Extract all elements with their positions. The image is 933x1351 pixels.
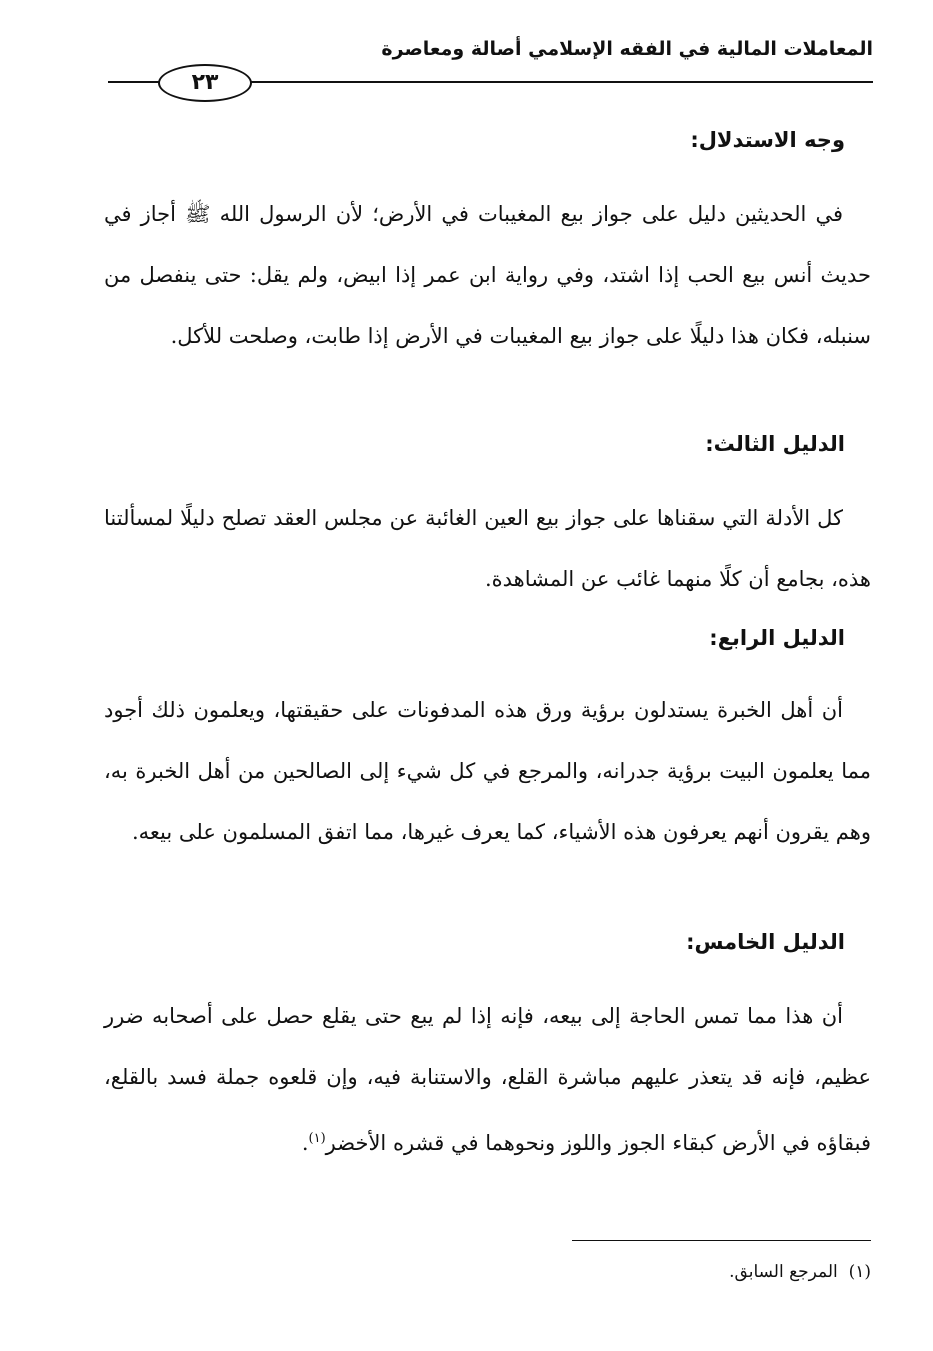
section-paragraph: كل الأدلة التي سقناها على جواز بيع العين الغائبة عن مجلس العقد تصلح دليلًا لمسألتنا هذه، بجامع أن كلًا منهما غائب عن المشاهدة. — [104, 506, 871, 591]
paragraph-end: . — [301, 1131, 309, 1155]
running-head-title: المعاملات المالية في الفقه الإسلامي أصالة ومعاصرة — [381, 38, 873, 60]
section-heading: الدليل الرابع: — [709, 626, 845, 650]
footnote-text: المرجع السابق. — [729, 1262, 838, 1282]
page-number: ٢٣ — [158, 64, 252, 102]
section-heading: وجه الاستدلال: — [690, 128, 845, 152]
section-heading: الدليل الثالث: — [705, 432, 845, 456]
footnote-rule — [572, 1240, 871, 1241]
footnote-reference: (١) — [308, 1131, 326, 1146]
paragraph-text: أن هذا مما تمس الحاجة إلى بيعه، فإنه إذا لم يبع حتى يقلع حصل على أصحابه ضرر عظيم، فإنه قد يتعذر عليهم مباشرة القلع، والاستنابة فيه، وإن قلعوه جملة فسد بالقلع، فبقاؤه في الأرض كبقاء الجوز واللوز ونحوهما في قشره الأخضر — [104, 1004, 871, 1155]
section-paragraph: أن أهل الخبرة يستدلون برؤية ورق هذه المدفونات على حقيقتها، ويعلمون ذلك أجود مما يعلمون البيت برؤية جدرانه، والمرجع في كل شيء إلى الصالحين من أهل الخبرة به، وهم يقرون أنهم يعرفون هذه الأشياء، كما يعرف غيرها، مما اتفق المسلمون على بيعه. — [104, 698, 871, 844]
section-heading: الدليل الخامس: — [686, 930, 845, 954]
section-paragraph: في الحديثين دليل على جواز بيع المغيبات في الأرض؛ لأن الرسول الله ﷺ أجاز في حديث أنس بيع الحب إذا اشتد، وفي رواية ابن عمر إذا ابيض، ولم يقل: حتى ينفصل من سنبله، فكان هذا دليلًا على جواز بيع المغيبات في الأرض إذا طابت، وصلحت للأكل. — [104, 202, 871, 348]
footnote-marker: (١) — [848, 1262, 871, 1282]
footnote — [729, 1262, 871, 1282]
section-paragraph — [104, 986, 871, 1174]
